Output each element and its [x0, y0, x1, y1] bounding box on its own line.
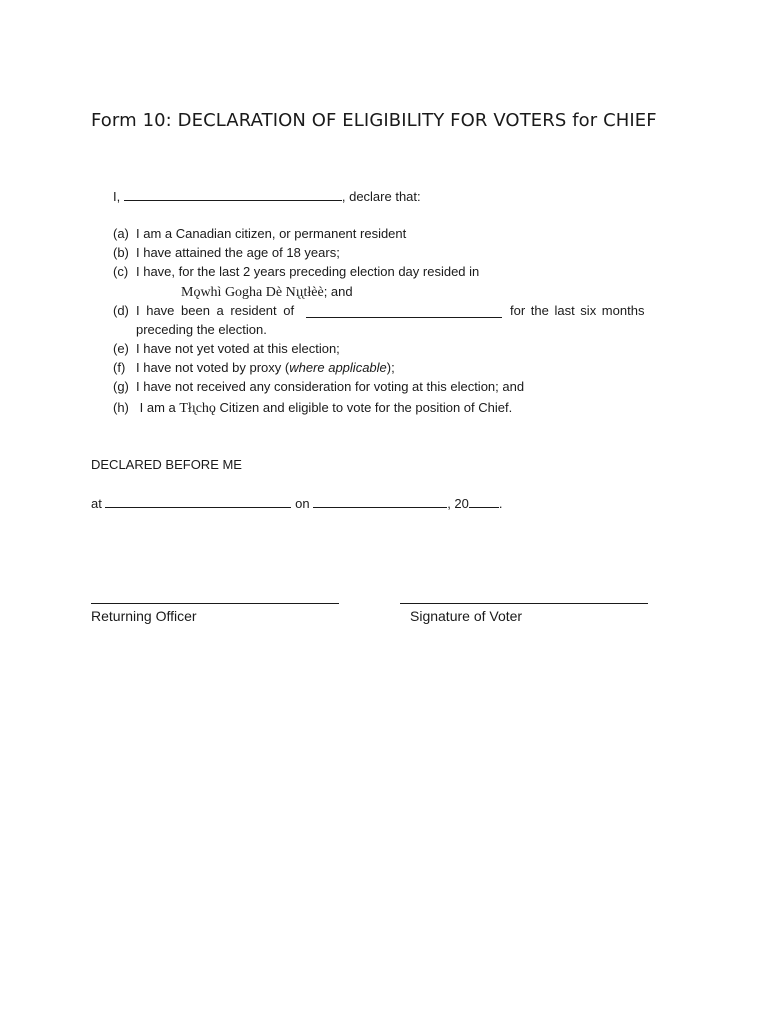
nation-name: Tłı̨chǫ: [179, 401, 216, 416]
place-name: Mǫwhì Gogha Dè Nı̨ı̨tłèè: [181, 285, 324, 300]
place-suffix: ; and: [323, 284, 353, 299]
item-text: I have not received any consideration for voting at this election; and: [136, 379, 525, 394]
item-label: (h): [113, 400, 129, 415]
item-text-before: I have not voted by proxy (: [136, 360, 290, 375]
intro-prefix: I,: [113, 189, 121, 204]
item-d-after: for the last six months: [510, 303, 645, 318]
item-c-place-line: [181, 284, 353, 301]
item-text-before: I have been a resident of: [136, 303, 295, 318]
item-d: [113, 303, 294, 319]
item-label: (a): [113, 226, 129, 241]
item-text: I have attained the age of 18 years;: [136, 245, 340, 260]
item-text-before: I am a: [139, 400, 176, 415]
form-title: Form 10: DECLARATION OF ELIGIBILITY FOR VOTERS for CHIEF: [91, 110, 657, 131]
item-label: (g): [113, 379, 129, 394]
item-e: [113, 341, 340, 357]
item-h: [113, 400, 512, 417]
item-label: (b): [113, 245, 129, 260]
returning-officer-signature-line[interactable]: [91, 603, 339, 604]
place-field[interactable]: [105, 495, 291, 508]
item-label: (d): [113, 303, 129, 318]
declared-heading: DECLARED BEFORE ME: [91, 457, 242, 472]
item-d-continuation: preceding the election.: [136, 322, 267, 337]
item-label: (f): [113, 360, 126, 375]
year-prefix: , 20: [447, 496, 469, 511]
on-label: on: [295, 496, 310, 511]
item-c: [113, 264, 479, 280]
item-a: [113, 226, 406, 242]
intro-suffix: , declare that:: [341, 189, 421, 204]
item-g: [113, 379, 524, 395]
item-label: (c): [113, 264, 129, 279]
declared-line: [91, 495, 503, 512]
item-b: [113, 245, 340, 261]
item-label: (e): [113, 341, 129, 356]
item-italic: where applicable: [289, 360, 387, 375]
item-text: I am a Canadian citizen, or permanent resident: [136, 226, 407, 241]
voter-signature-label: Signature of Voter: [410, 608, 523, 624]
year-field[interactable]: [469, 495, 499, 508]
date-field[interactable]: [313, 495, 447, 508]
at-label: at: [91, 496, 102, 511]
declarant-name-field[interactable]: [124, 188, 342, 201]
item-text-after: Citizen and eligible to vote for the position of Chief.: [219, 400, 513, 415]
residence-field[interactable]: [306, 305, 502, 318]
item-f: [113, 360, 395, 376]
year-suffix: .: [498, 496, 503, 511]
item-text-after: );: [386, 360, 395, 375]
item-text: I have, for the last 2 years preceding election day resided in: [136, 264, 480, 279]
declarant-line: [113, 188, 421, 205]
voter-signature-line[interactable]: [400, 603, 648, 604]
item-text: I have not yet voted at this election;: [136, 341, 340, 356]
returning-officer-label: Returning Officer: [91, 608, 197, 624]
